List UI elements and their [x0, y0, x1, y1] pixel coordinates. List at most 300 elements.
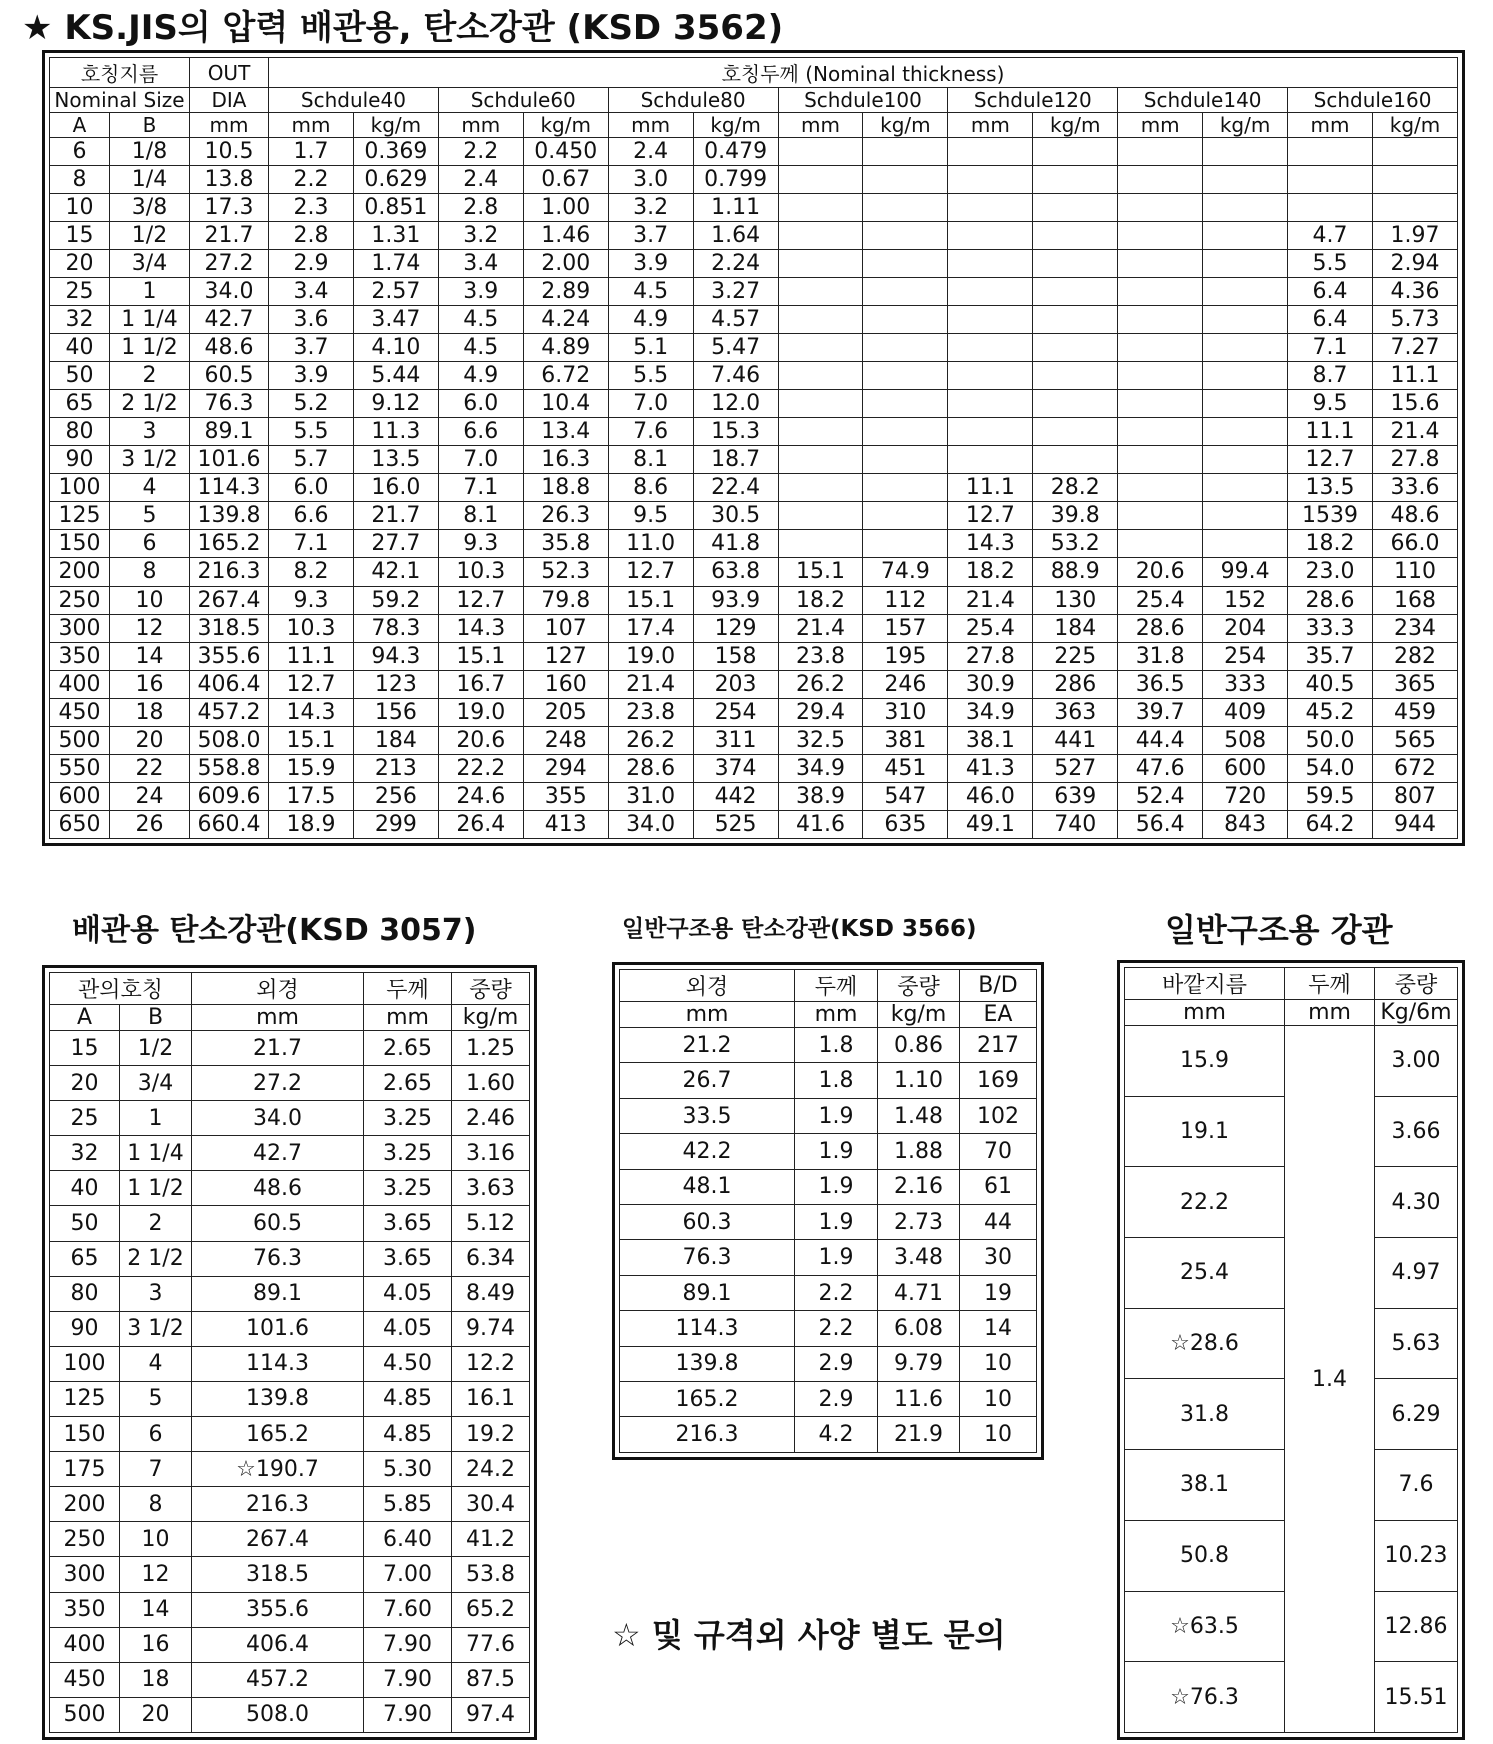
table-cell: 3.27	[693, 278, 778, 306]
table-row	[50, 1522, 530, 1557]
table-cell: 355.6	[192, 1592, 364, 1627]
table-cell: ☆28.6	[1125, 1308, 1285, 1379]
table-cell: 720	[1203, 782, 1288, 810]
table-cell	[863, 474, 948, 502]
table-cell: 3.25	[364, 1101, 452, 1136]
table-cell: 26.3	[523, 502, 608, 530]
table-cell: 4.85	[364, 1417, 452, 1452]
table-cell: 10	[960, 1346, 1037, 1381]
table-cell: 406.4	[190, 670, 269, 698]
table-cell	[1118, 418, 1203, 446]
table-row	[50, 1662, 530, 1697]
table-cell: 299	[353, 810, 438, 838]
table-cell: 4.57	[693, 306, 778, 334]
table-cell: 2 1/2	[120, 1241, 192, 1276]
table-row	[620, 1240, 1037, 1275]
table-cell: 3.2	[608, 194, 693, 222]
table-row	[620, 1311, 1037, 1346]
table-cell: 9.12	[353, 390, 438, 418]
table-cell: 40	[50, 334, 110, 362]
table-cell: 0.67	[523, 166, 608, 194]
table-cell: 3.25	[364, 1171, 452, 1206]
table-cell: 525	[693, 810, 778, 838]
table-cell	[778, 278, 863, 306]
table-cell: 5	[110, 502, 190, 530]
table-cell: 639	[1033, 782, 1118, 810]
table-cell: 267.4	[190, 586, 269, 614]
table-cell	[948, 390, 1033, 418]
table-cell: 4.30	[1375, 1167, 1458, 1238]
table-cell: 3.4	[269, 278, 354, 306]
table-cell: 14.3	[438, 614, 523, 642]
weight-header: 중량	[452, 973, 530, 1005]
table-cell: 90	[50, 1311, 120, 1346]
table-row	[50, 754, 1458, 782]
table-cell: 6.0	[438, 390, 523, 418]
table-cell: 102	[960, 1098, 1037, 1133]
table-row	[50, 530, 1458, 558]
table-cell: 457.2	[190, 698, 269, 726]
unit-header: kg/m	[878, 1002, 960, 1028]
unit-header: B	[110, 113, 190, 138]
table-cell: 12.7	[1288, 446, 1373, 474]
table-cell	[1118, 362, 1203, 390]
table-cell: 33.6	[1372, 474, 1457, 502]
table-cell	[863, 138, 948, 166]
table-cell	[778, 362, 863, 390]
table-cell: 2.4	[608, 138, 693, 166]
table-cell	[778, 194, 863, 222]
table-cell: 1	[120, 1101, 192, 1136]
table-cell: 39.7	[1118, 698, 1203, 726]
table-cell: 19	[960, 1275, 1037, 1310]
unit-header: mm	[190, 113, 269, 138]
table-cell: 22	[110, 754, 190, 782]
table-cell: 2.46	[452, 1101, 530, 1136]
table-cell: 169	[960, 1063, 1037, 1098]
table-cell: 1 1/4	[110, 306, 190, 334]
table-cell: 1.9	[795, 1169, 878, 1204]
table-cell: 12	[110, 614, 190, 642]
table-cell: 6.40	[364, 1522, 452, 1557]
table-cell: 12.7	[438, 586, 523, 614]
unit-header: mm	[1285, 1000, 1375, 1026]
table-cell: 34.0	[190, 278, 269, 306]
table-cell: 8	[110, 558, 190, 586]
table-cell: 19.1	[1125, 1096, 1285, 1167]
table-cell: 99.4	[1203, 558, 1288, 586]
table-cell: 50	[50, 362, 110, 390]
table-cell: 18	[110, 698, 190, 726]
table-cell: 17.4	[608, 614, 693, 642]
table-cell: 225	[1033, 642, 1118, 670]
table-cell: 413	[523, 810, 608, 838]
table-cell: 5.5	[1288, 250, 1373, 278]
table-cell: 0.799	[693, 166, 778, 194]
table-cell: 2.2	[795, 1311, 878, 1346]
table-cell: 9.3	[269, 586, 354, 614]
table-cell	[1372, 166, 1457, 194]
table-cell	[1203, 390, 1288, 418]
table-cell: 2 1/2	[110, 390, 190, 418]
table-cell: 76.3	[192, 1241, 364, 1276]
table-cell: 450	[50, 698, 110, 726]
table-cell: 165.2	[620, 1382, 795, 1417]
table-cell	[948, 222, 1033, 250]
table-cell	[863, 194, 948, 222]
table-cell: 1.25	[452, 1031, 530, 1066]
table-cell	[863, 222, 948, 250]
table-cell: 1.8	[795, 1028, 878, 1063]
table-cell: 10.3	[269, 614, 354, 642]
table-cell: 3.6	[269, 306, 354, 334]
ksd3057-title: 배관용 탄소강관(KSD 3057)	[72, 913, 477, 948]
table-cell: 20	[110, 726, 190, 754]
table-cell: 1.9	[795, 1098, 878, 1133]
table-cell: 125	[50, 502, 110, 530]
table-cell	[1033, 222, 1118, 250]
table-cell: ☆63.5	[1125, 1591, 1285, 1662]
unit-header: kg/m	[1033, 113, 1118, 138]
unit-header: kg/m	[452, 1005, 530, 1031]
table-row	[620, 1417, 1037, 1453]
unit-header: kg/m	[523, 113, 608, 138]
unit-header: A	[50, 1005, 120, 1031]
table-cell: 127	[523, 642, 608, 670]
table-cell: 27.2	[190, 250, 269, 278]
table-cell	[948, 194, 1033, 222]
table-cell: 4.71	[878, 1275, 960, 1310]
table-cell: 6.08	[878, 1311, 960, 1346]
table-cell: 2.4	[438, 166, 523, 194]
table-cell: 3.65	[364, 1206, 452, 1241]
table-cell: 1/8	[110, 138, 190, 166]
unit-header: Kg/6m	[1375, 1000, 1458, 1026]
table-cell: 160	[523, 670, 608, 698]
table-cell: 28.6	[608, 754, 693, 782]
table-cell: 100	[50, 1346, 120, 1381]
unit-header: mm	[1125, 1000, 1285, 1026]
table-cell: 250	[50, 586, 110, 614]
unit-header: EA	[960, 1002, 1037, 1028]
table-cell: 2.94	[1372, 250, 1457, 278]
table-cell: 23.0	[1288, 558, 1373, 586]
table-cell: 31.0	[608, 782, 693, 810]
table-cell: 14.3	[269, 698, 354, 726]
table-cell	[1118, 166, 1203, 194]
table-cell: 20	[120, 1697, 192, 1732]
table-cell: 2.9	[269, 250, 354, 278]
table-cell: 12.7	[608, 558, 693, 586]
table-cell: 10.3	[438, 558, 523, 586]
table-cell: 28.6	[1118, 614, 1203, 642]
table-cell: 21.4	[1372, 418, 1457, 446]
table-cell: 374	[693, 754, 778, 782]
table-cell: 508.0	[190, 726, 269, 754]
table-cell: 7.1	[438, 474, 523, 502]
table-cell: 1.11	[693, 194, 778, 222]
table-cell: 409	[1203, 698, 1288, 726]
unit-header: kg/m	[1372, 113, 1457, 138]
table-cell: 4.36	[1372, 278, 1457, 306]
table-cell: 3.9	[438, 278, 523, 306]
table-cell: 33.3	[1288, 614, 1373, 642]
table-row	[50, 166, 1458, 194]
table-cell: 8.6	[608, 474, 693, 502]
table-cell	[1203, 362, 1288, 390]
table-cell	[1033, 390, 1118, 418]
table-cell: 24	[110, 782, 190, 810]
table-cell: 500	[50, 1697, 120, 1732]
schedule-header: Schdule120	[948, 88, 1118, 113]
table-cell	[1118, 222, 1203, 250]
table-cell: 65.2	[452, 1592, 530, 1627]
table-cell: 1 1/2	[120, 1171, 192, 1206]
table-cell: 9.5	[1288, 390, 1373, 418]
table-cell: 42.1	[353, 558, 438, 586]
table-cell	[948, 306, 1033, 334]
table-cell: 3.47	[353, 306, 438, 334]
table-cell: 139.8	[620, 1346, 795, 1381]
table-cell: 66.0	[1372, 530, 1457, 558]
table-cell: 1539	[1288, 502, 1373, 530]
table-cell: 15.6	[1372, 390, 1457, 418]
table-cell	[863, 278, 948, 306]
table-cell: 4.7	[1288, 222, 1373, 250]
table-cell: 250	[50, 1522, 120, 1557]
table-cell: 139.8	[190, 502, 269, 530]
table-row	[50, 1171, 530, 1206]
table-cell: 3.16	[452, 1136, 530, 1171]
table-cell: 1.9	[795, 1134, 878, 1169]
table-cell	[948, 418, 1033, 446]
ksd3562-table	[49, 57, 1458, 839]
table-cell: 18.2	[1288, 530, 1373, 558]
ksd3057-table-body	[50, 1031, 530, 1733]
table-cell: 248	[523, 726, 608, 754]
unit-header: kg/m	[353, 113, 438, 138]
table-cell: 3.00	[1375, 1026, 1458, 1097]
table-cell: 30.4	[452, 1487, 530, 1522]
table-cell: 10	[50, 194, 110, 222]
table-cell: 1.60	[452, 1066, 530, 1101]
table-cell: 204	[1203, 614, 1288, 642]
table-cell: 8.7	[1288, 362, 1373, 390]
table-cell: 400	[50, 670, 110, 698]
ksd3562-table-body	[50, 138, 1458, 839]
table-cell: 565	[1372, 726, 1457, 754]
table-cell: 3.66	[1375, 1096, 1458, 1167]
table-cell: 29.4	[778, 698, 863, 726]
table-cell: 93.9	[693, 586, 778, 614]
table-row	[50, 614, 1458, 642]
table-cell: 89.1	[192, 1276, 364, 1311]
table-cell: 18.7	[693, 446, 778, 474]
table-cell: 1/4	[110, 166, 190, 194]
table-row	[50, 1627, 530, 1662]
table-cell: 40.5	[1288, 670, 1373, 698]
table-cell: 25.4	[948, 614, 1033, 642]
table-row	[50, 390, 1458, 418]
table-cell	[1118, 474, 1203, 502]
table-cell: 15.1	[778, 558, 863, 586]
unit-header: kg/m	[863, 113, 948, 138]
table-cell: 451	[863, 754, 948, 782]
table-cell: 2.2	[795, 1275, 878, 1310]
table-cell: 6	[120, 1417, 192, 1452]
table-cell	[1033, 334, 1118, 362]
table-row	[50, 1276, 530, 1311]
table-cell: 2.3	[269, 194, 354, 222]
table-cell	[1372, 194, 1457, 222]
table-cell: 156	[353, 698, 438, 726]
table-cell: 123	[353, 670, 438, 698]
schedule-header: Schdule80	[608, 88, 778, 113]
table-cell: 9.74	[452, 1311, 530, 1346]
table-cell: 50.8	[1125, 1520, 1285, 1591]
table-cell: 2.00	[523, 250, 608, 278]
table-cell: 48.6	[1372, 502, 1457, 530]
table-cell: 52.3	[523, 558, 608, 586]
table-cell: 8	[120, 1487, 192, 1522]
table-cell: 4.50	[364, 1346, 452, 1381]
table-row	[50, 138, 1458, 166]
table-row	[1125, 1026, 1458, 1097]
table-cell: 2.16	[878, 1169, 960, 1204]
table-cell: 5.30	[364, 1452, 452, 1487]
table-cell: 7.46	[693, 362, 778, 390]
table-cell: 5.63	[1375, 1308, 1458, 1379]
ksd3566-table-body	[620, 1028, 1037, 1453]
table-cell: 282	[1372, 642, 1457, 670]
table-cell: 350	[50, 642, 110, 670]
table-cell: 500	[50, 726, 110, 754]
structural-pipe-title: 일반구조용 강관	[1165, 911, 1393, 949]
table-cell: 12.7	[948, 502, 1033, 530]
table-cell: 6.4	[1288, 278, 1373, 306]
table-cell: 5.73	[1372, 306, 1457, 334]
table-cell: 4.24	[523, 306, 608, 334]
table-cell: 400	[50, 1627, 120, 1662]
weight-header: 중량	[878, 970, 960, 1002]
table-cell	[1203, 222, 1288, 250]
table-cell: 35.7	[1288, 642, 1373, 670]
table-cell: 205	[523, 698, 608, 726]
table-cell: 78.3	[353, 614, 438, 642]
table-cell: 0.86	[878, 1028, 960, 1063]
table-cell: 130	[1033, 586, 1118, 614]
table-cell: 20	[50, 250, 110, 278]
table-cell: 28.2	[1033, 474, 1118, 502]
table-cell: 3/4	[120, 1066, 192, 1101]
table-cell: 110	[1372, 558, 1457, 586]
table-cell: 10	[960, 1417, 1037, 1453]
table-cell: 442	[693, 782, 778, 810]
table-cell: 11.0	[608, 530, 693, 558]
table-cell: 2.65	[364, 1066, 452, 1101]
table-row	[50, 782, 1458, 810]
table-cell: 508	[1203, 726, 1288, 754]
table-cell: 5	[120, 1381, 192, 1416]
table-cell: 12	[120, 1557, 192, 1592]
table-cell: 41.2	[452, 1522, 530, 1557]
table-cell: 9.79	[878, 1346, 960, 1381]
table-cell: 363	[1033, 698, 1118, 726]
unit-header: mm	[948, 113, 1033, 138]
table-cell: 54.0	[1288, 754, 1373, 782]
table-cell: 88.9	[1033, 558, 1118, 586]
table-cell: 0.450	[523, 138, 608, 166]
table-cell: 2.8	[269, 222, 354, 250]
table-cell	[1033, 306, 1118, 334]
od-header: 외경	[192, 973, 364, 1005]
table-cell: 150	[50, 530, 110, 558]
table-cell: 216.3	[192, 1487, 364, 1522]
table-cell	[1033, 138, 1118, 166]
table-cell: 44.4	[1118, 726, 1203, 754]
table-cell: 254	[693, 698, 778, 726]
table-cell	[1203, 334, 1288, 362]
shared-thickness-cell: 1.4	[1285, 1026, 1375, 1733]
unit-header: mm	[192, 1005, 364, 1031]
table-cell: 15	[50, 222, 110, 250]
table-cell	[778, 418, 863, 446]
table-cell	[948, 250, 1033, 278]
table-cell: 6.72	[523, 362, 608, 390]
table-cell: 3.9	[269, 362, 354, 390]
table-cell: 26	[110, 810, 190, 838]
table-cell: 48.6	[192, 1171, 364, 1206]
table-cell: 0.479	[693, 138, 778, 166]
table-cell: 1.48	[878, 1098, 960, 1133]
table-row	[50, 558, 1458, 586]
table-cell: 2.9	[795, 1346, 878, 1381]
table-cell: 30.5	[693, 502, 778, 530]
table-cell: 6.34	[452, 1241, 530, 1276]
table-cell: 2.65	[364, 1031, 452, 1066]
table-cell: 2.8	[438, 194, 523, 222]
table-cell: 150	[50, 1417, 120, 1452]
table-cell: 89.1	[620, 1275, 795, 1310]
table-cell: 0.369	[353, 138, 438, 166]
table-cell	[1118, 194, 1203, 222]
table-cell: 406.4	[192, 1627, 364, 1662]
table-cell	[863, 166, 948, 194]
table-cell: 16	[110, 670, 190, 698]
table-cell	[948, 362, 1033, 390]
table-cell: 34.0	[192, 1101, 364, 1136]
table-cell	[1033, 194, 1118, 222]
structural-table	[1124, 967, 1458, 1733]
table-cell: 9.5	[608, 502, 693, 530]
thickness-header: 두께	[364, 973, 452, 1005]
table-cell	[863, 306, 948, 334]
table-cell: 4	[120, 1346, 192, 1381]
table-cell: 46.0	[948, 782, 1033, 810]
table-cell	[1372, 138, 1457, 166]
table-cell: 246	[863, 670, 948, 698]
table-cell: 216.3	[620, 1417, 795, 1453]
table-cell: 600	[1203, 754, 1288, 782]
table-cell: 7.90	[364, 1697, 452, 1732]
table-cell: 1 1/2	[110, 334, 190, 362]
table-row	[50, 1417, 530, 1452]
table-cell: 80	[50, 418, 110, 446]
table-cell: 165.2	[190, 530, 269, 558]
table-cell: 34.0	[608, 810, 693, 838]
table-row	[620, 1275, 1037, 1310]
table-cell: 4.5	[438, 306, 523, 334]
